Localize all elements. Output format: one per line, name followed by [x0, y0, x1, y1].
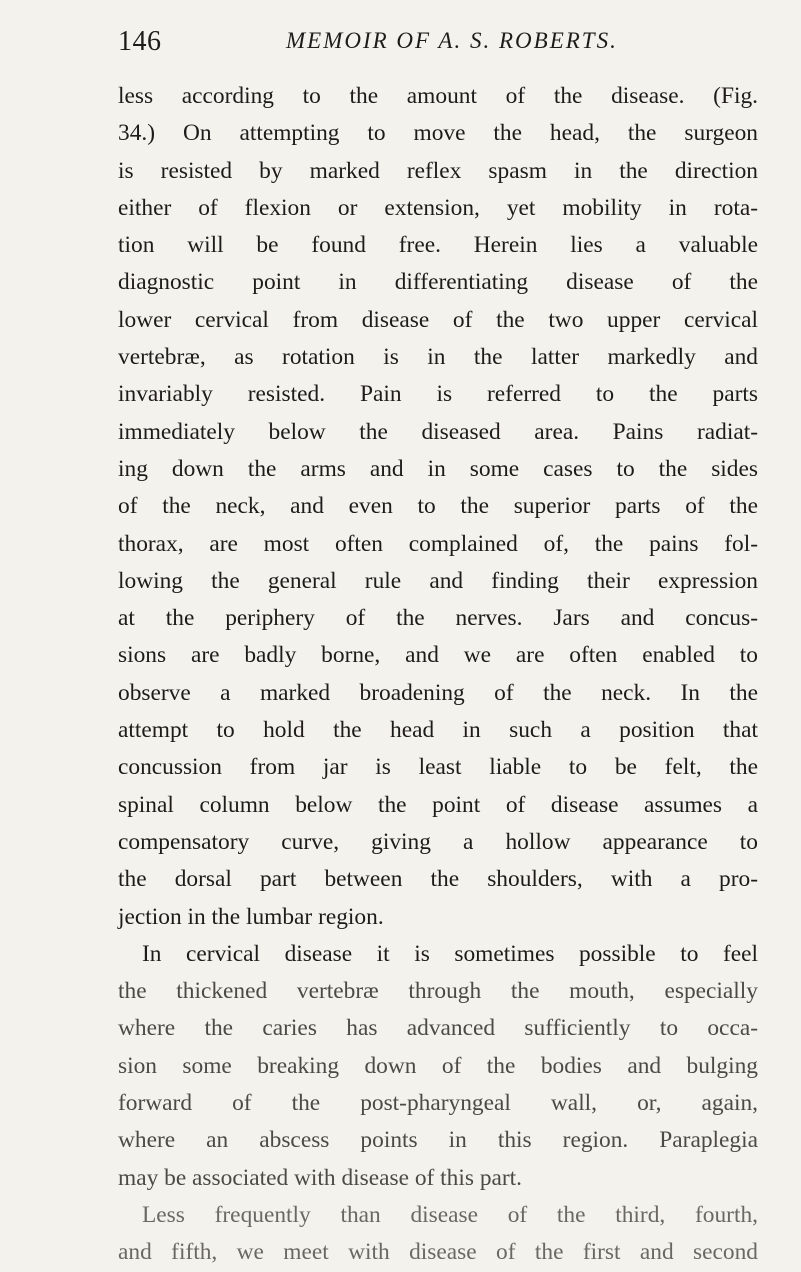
text-line: invariably resisted. Pain is referred to the parts: [118, 381, 758, 408]
text-line: thorax, are most often complained of, the pains fol-: [118, 530, 758, 557]
running-title: MEMOIR OF A. S. ROBERTS.: [286, 28, 618, 53]
text-line: and fifth, we meet with disease of the first and second: [118, 1239, 758, 1266]
text-line: the dorsal part between the shoulders, with a pro-: [118, 866, 758, 893]
text-line: lowing the general rule and finding their expression: [118, 567, 758, 594]
text-line: of the neck, and even to the superior parts of the: [118, 493, 758, 520]
paragraph-start-line: In cervical disease it is sometimes possible to feel: [142, 940, 758, 967]
page-header: [118, 26, 738, 66]
text-line: spinal column below the point of disease assumes a: [118, 791, 758, 818]
text-line: ing down the arms and in some cases to the sides: [118, 455, 758, 482]
paragraph-start-line: Less frequently than disease of the third, fourth,: [142, 1201, 758, 1228]
text-line: is resisted by marked reflex spasm in the direction: [118, 157, 758, 184]
text-line: observe a marked broadening of the neck. In the: [118, 679, 758, 706]
text-line: compensatory curve, giving a hollow appearance to: [118, 828, 758, 855]
text-line: sion some breaking down of the bodies and bulging: [118, 1052, 758, 1079]
body-text: [118, 78, 758, 1272]
text-line: immediately below the diseased area. Pains radiat-: [118, 418, 758, 445]
text-line: where an abscess points in this region. Paraplegia: [118, 1127, 758, 1154]
paragraph-end-line: jection in the lumbar region.: [118, 903, 384, 930]
text-line: tion will be found free. Herein lies a valuable: [118, 232, 758, 259]
text-line: lower cervical from disease of the two upper cervical: [118, 306, 758, 333]
text-line: at the periphery of the nerves. Jars and concus-: [118, 605, 758, 632]
text-line: concussion from jar is least liable to be felt, the: [118, 754, 758, 781]
text-line: where the caries has advanced sufficiently to occa-: [118, 1015, 758, 1042]
text-line: attempt to hold the head in such a position that: [118, 717, 758, 744]
text-line: either of flexion or extension, yet mobility in rota-: [118, 194, 758, 221]
text-line: 34.) On attempting to move the head, the surgeon: [118, 120, 758, 147]
text-line: sions are badly borne, and we are often enabled to: [118, 642, 758, 669]
page-number: 146: [118, 26, 162, 57]
text-line: vertebræ, as rotation is in the latter markedly and: [118, 344, 758, 371]
text-line: diagnostic point in differentiating disease of the: [118, 269, 758, 296]
text-line: less according to the amount of the disease. (Fig.: [118, 83, 758, 109]
paragraph-end-line: may be associated with disease of this part.: [118, 1164, 523, 1191]
text-line: the thickened vertebræ through the mouth, especially: [118, 978, 758, 1005]
text-line: forward of the post-pharyngeal wall, or, again,: [118, 1090, 758, 1117]
